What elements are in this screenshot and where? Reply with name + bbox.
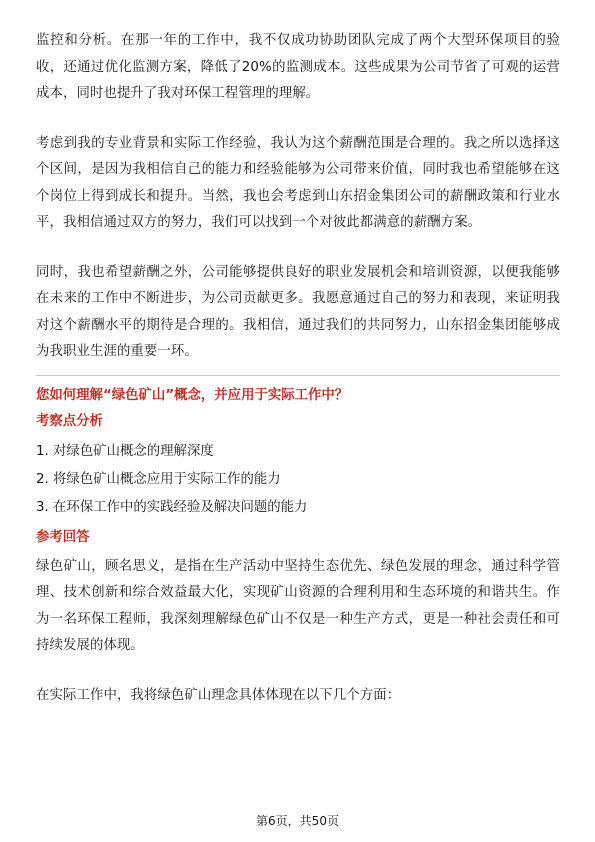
answer-paragraph: 绿色矿山，顾名思义，是指在生产活动中坚持生态优先、绿色发展的理念，通过科学管理、技术创新和综合效益最大化，实现矿山资源的合理利用和生态环境的和谐共生。作为一名环保工程师，我深刻理解绿色矿山不仅是一种生产方式，更是一种社会责任和可持续发展的体现。 (36, 558, 560, 653)
question-title: 您如何理解“绿色矿山”概念，并应用于实际工作中？ (36, 387, 349, 403)
body-paragraph: 考虑到我的专业背景和实际工作经验，我认为这个薪酬范围是合理的。我之所以选择这个区间，是因为我相信自己的能力和经验能够为公司带来价值，同时我也希望能够在这个岗位上得到成长和提升。当然，我也会考虑到山东招金集团公司的薪酬政策和行业水平，我相信通过双方的努力，我们可以找到一个对彼此都满意的薪酬方案。 (36, 135, 560, 230)
analysis-heading: 考察点分析 (36, 413, 103, 429)
document-page (36, 28, 560, 709)
answer-paragraph: 在实际工作中，我将绿色矿山理念具体体现在以下几个方面： (36, 687, 401, 703)
answer-heading: 参考回答 (36, 529, 90, 545)
list-item: 1. 对绿色矿山概念的理解深度 (36, 443, 214, 459)
list-item: 2. 将绿色矿山概念应用于实际工作的能力 (36, 471, 281, 487)
analysis-points (36, 438, 560, 522)
body-paragraph: 监控和分析。在那一年的工作中，我不仅成功协助团队完成了两个大型环保项目的验收，还通过优化监测方案，降低了20%的监测成本。这些成果为公司节省了可观的运营成本，同时也提升了我对环保工程管理的理解。 (36, 33, 560, 101)
list-item: 3. 在环保工作中的实践经验及解决问题的能力 (36, 499, 308, 515)
page-number: 第6页，共50页 (256, 814, 339, 828)
body-paragraph: 同时，我也希望薪酬之外，公司能够提供良好的职业发展机会和培训资源，以便我能够在未来的工作中不断进步，为公司贡献更多。我愿意通过自己的努力和表现，来证明我对这个薪酬水平的期待是合理的。我相信，通过我们的共同努力，山东招金集团能够成为我职业生涯的重要一环。 (36, 264, 560, 359)
section-divider (36, 375, 560, 376)
